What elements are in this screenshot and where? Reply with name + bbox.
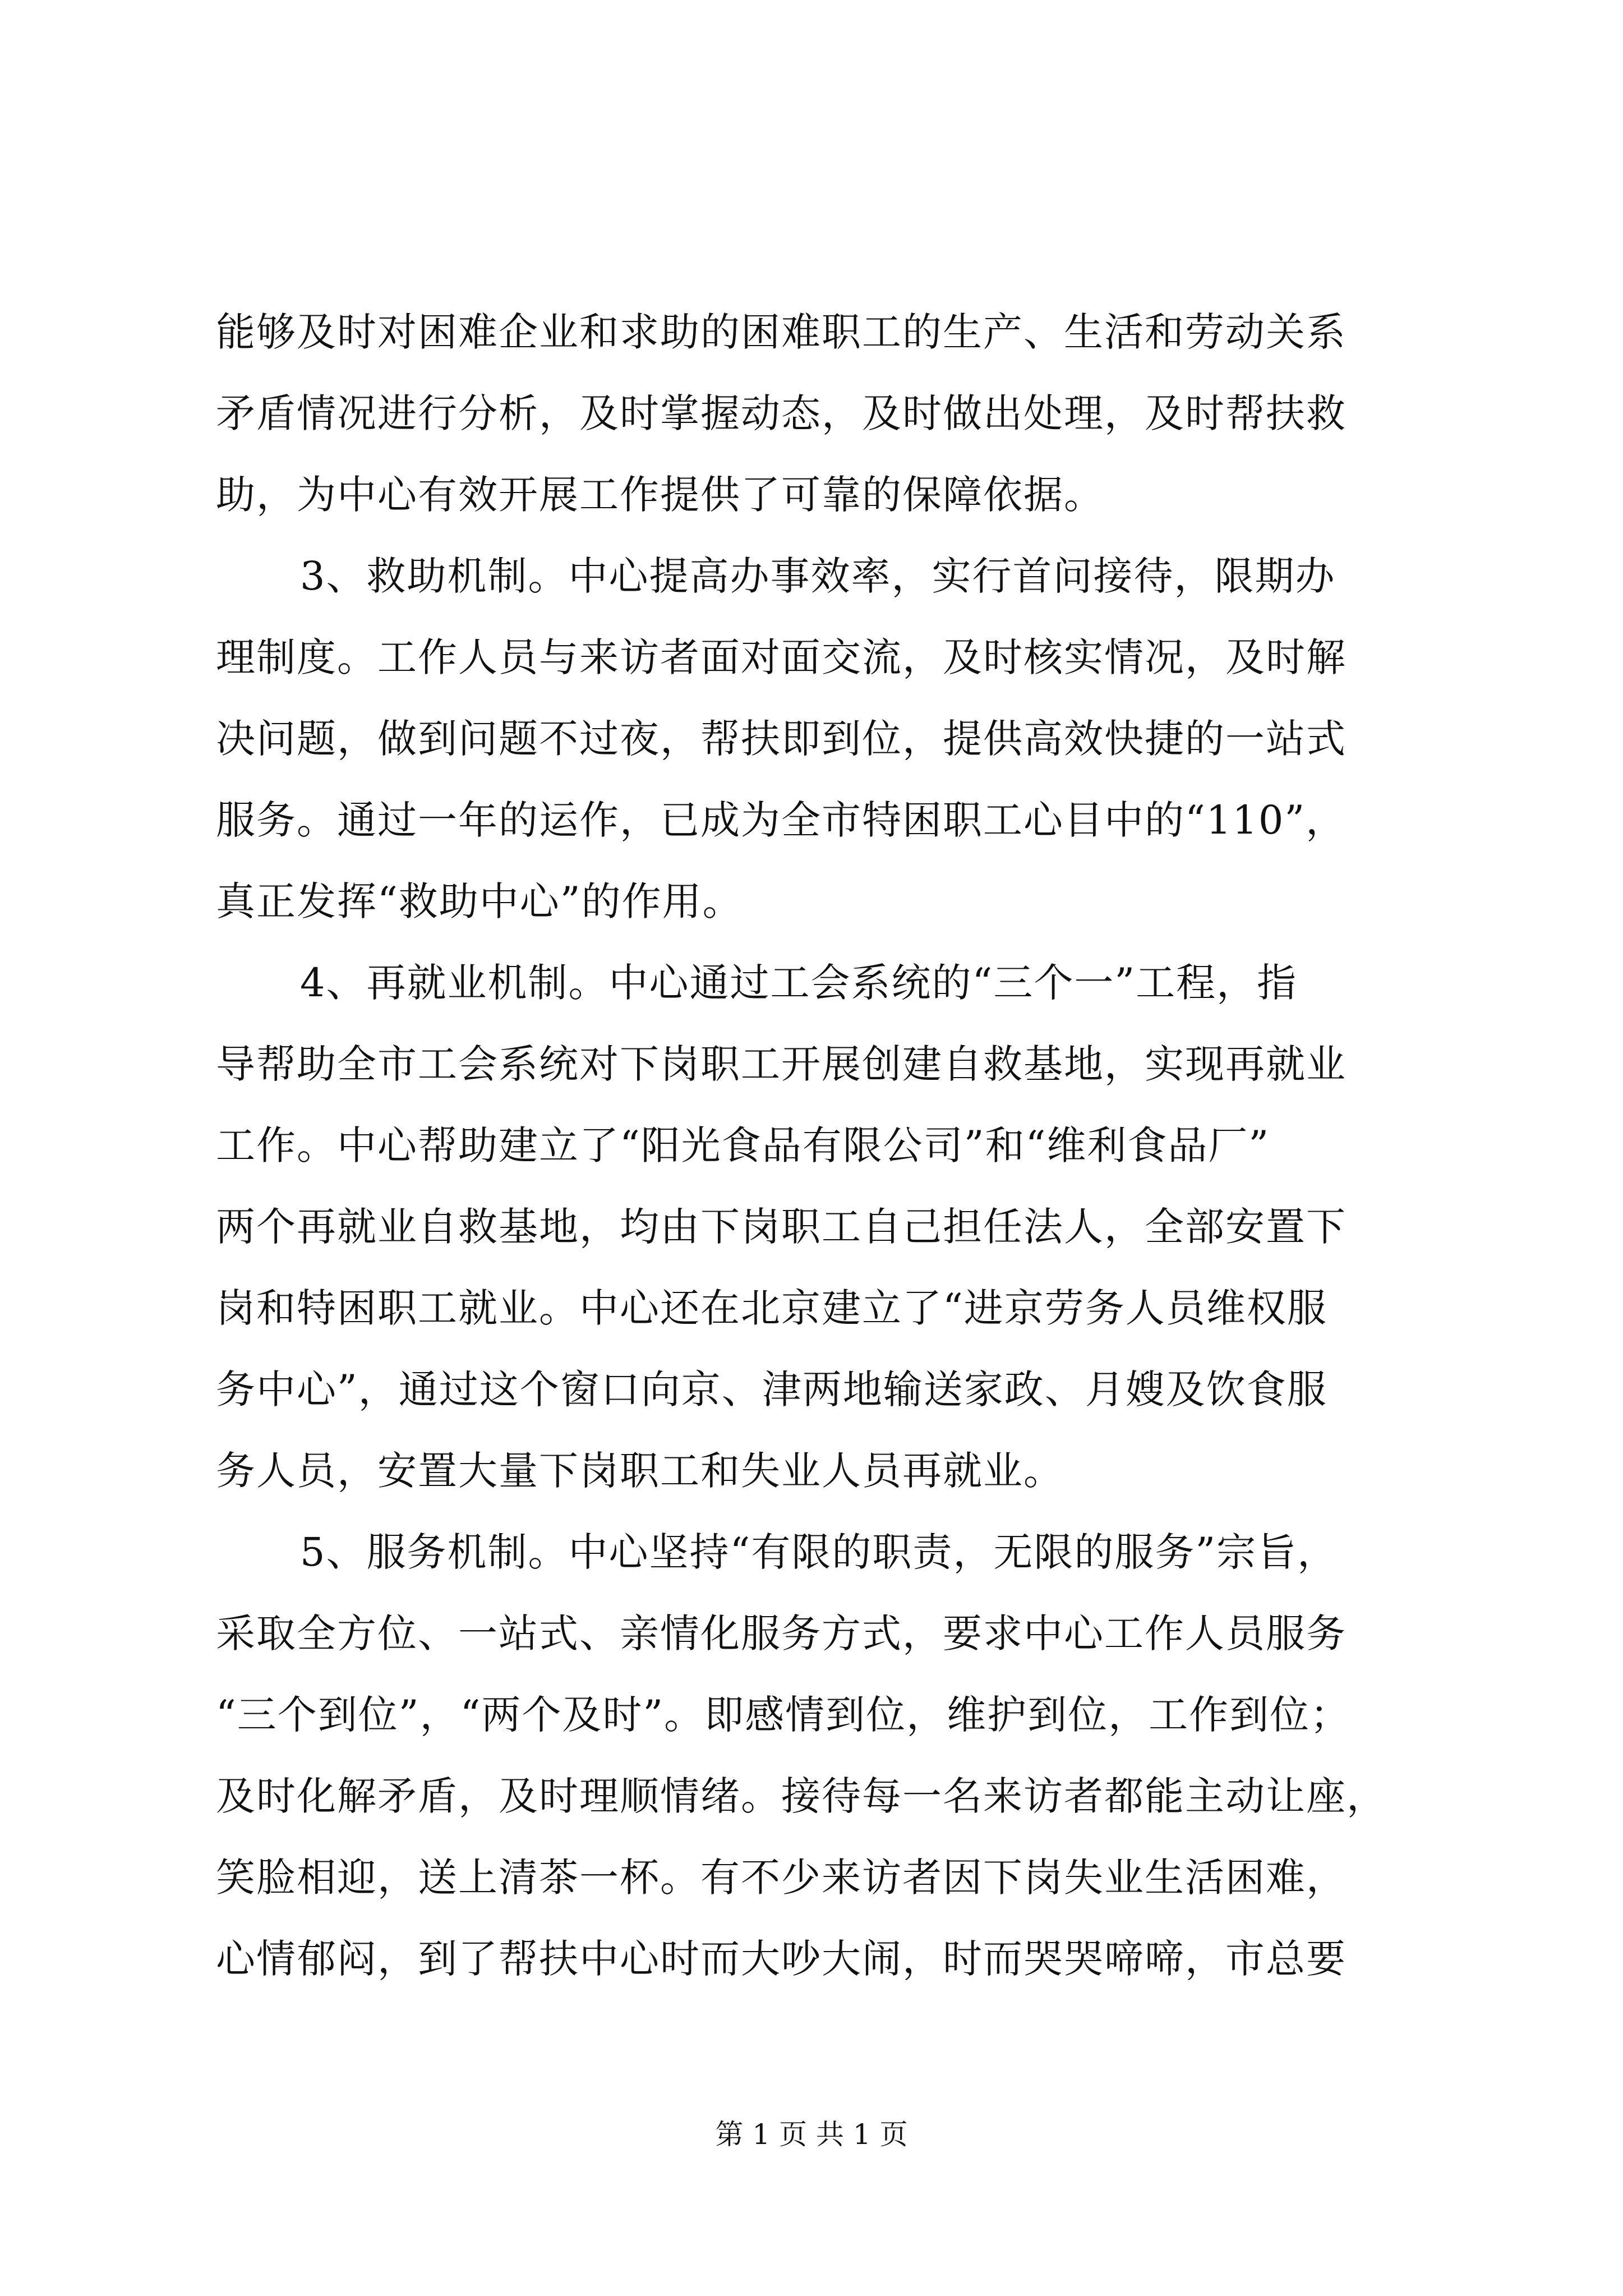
text-line: 能够及时对困难企业和求助的困难职工的生产、生活和劳动关系 — [216, 309, 1347, 355]
text-line: “三个到位”，“两个及时”。即感情到位，维护到位，工作到位； — [216, 1692, 1351, 1738]
text-line: 4、再就业机制。中心通过工会系统的“三个一”工程，指 — [300, 960, 1298, 1006]
text-line: 服务。通过一年的运作，已成为全市特困职工心目中的“110”， — [216, 797, 1347, 843]
text-line: 心情郁闷，到了帮扶中心时而大吵大闹，时而哭哭啼啼，市总要 — [216, 1936, 1347, 1982]
text-line: 及时化解矛盾，及时理顺情绪。接待每一名来访者都能主动让座， — [216, 1773, 1387, 1819]
paragraph-2 — [216, 536, 1416, 942]
text-line: 两个再就业自救基地，均由下岗职工自己担任法人，全部安置下 — [216, 1204, 1347, 1250]
text-line: 导帮助全市工会系统对下岗职工开展创建自救基地，实现再就业 — [216, 1041, 1347, 1087]
text-line: 采取全方位、一站式、亲情化服务方式，要求中心工作人员服务 — [216, 1611, 1347, 1657]
paragraph-1 — [216, 292, 1416, 536]
text-line: 笑脸相迎，送上清茶一杯。有不少来访者因下岗失业生活困难， — [216, 1855, 1347, 1901]
text-line: 矛盾情况进行分析，及时掌握动态，及时做出处理，及时帮扶救 — [216, 390, 1347, 436]
text-line: 务人员，安置大量下岗职工和失业人员再就业。 — [216, 1448, 1064, 1494]
page-footer: 第 1 页 共 1 页 — [715, 2118, 908, 2151]
text-line: 决问题，做到问题不过夜，帮扶即到位，提供高效快捷的一站式 — [216, 716, 1347, 762]
text-line: 岗和特困职工就业。中心还在北京建立了“进京劳务人员维权服 — [216, 1285, 1327, 1331]
paragraph-3 — [216, 942, 1416, 1512]
text-line: 助，为中心有效开展工作提供了可靠的保障依据。 — [216, 472, 1104, 518]
text-line: 真正发挥“救助中心”的作用。 — [216, 878, 743, 924]
paragraph-4 — [216, 1512, 1416, 2000]
text-line: 务中心”，通过这个窗口向京、津两地输送家政、月嫂及饮食服 — [216, 1366, 1327, 1412]
document-body — [216, 292, 1416, 2000]
text-line: 理制度。工作人员与来访者面对面交流，及时核实情况，及时解 — [216, 634, 1347, 680]
text-line: 工作。中心帮助建立了“阳光食品有限公司”和“维利食品厂” — [216, 1122, 1270, 1168]
text-line: 5、服务机制。中心坚持“有限的职责，无限的服务”宗旨， — [300, 1529, 1338, 1575]
text-line: 3、救助机制。中心提高办事效率，实行首问接待，限期办 — [300, 553, 1336, 599]
